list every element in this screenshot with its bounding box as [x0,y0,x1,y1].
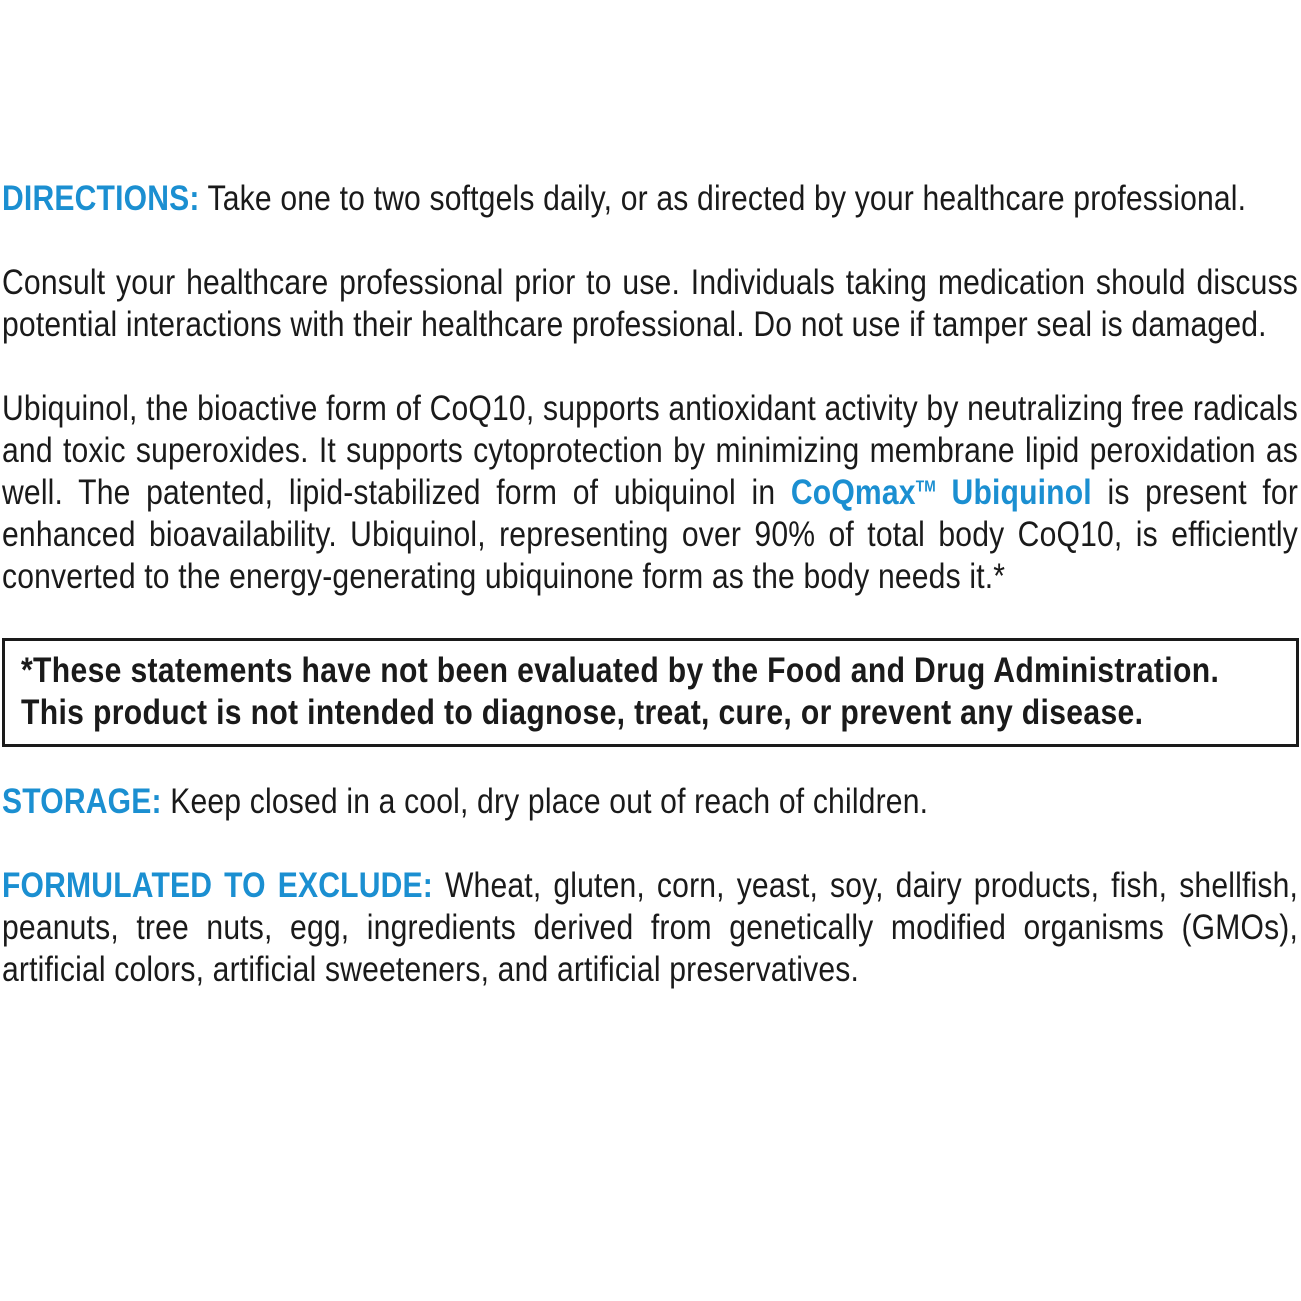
supplement-label-text [2,178,1298,991]
exclusions-heading: FORMULATED TO EXCLUDE: [2,866,433,905]
exclusions-text: Wheat, gluten, corn, yeast, soy, dairy products, fish, shellfish, peanuts, tree nuts, egg, ingredients derived from genetically modified organisms (GMOs), artificial colors, artificial sweeteners, and artificial preservatives. [2,866,1299,989]
disclaimer-line-1: *These statements have not been evaluated by the Food and Drug Administration. [21,651,1220,690]
spacer [2,220,1298,262]
directions-text: Take one to two softgels daily, or as directed by your healthcare professional. [199,179,1247,218]
storage-text: Keep closed in a cool, dry place out of reach of children. [161,782,929,821]
spacer [2,346,1298,388]
directions-paragraph [2,178,1298,220]
trademark-symbol: TM [915,478,936,496]
caution-text: Consult your healthcare professional prior to use. Individuals taking medication should discuss potential interactions with their healthcare professional. Do not use if tamper seal is damaged. [2,263,1299,344]
spacer [2,823,1298,865]
storage-heading: STORAGE: [2,782,162,821]
storage-paragraph [2,781,1298,823]
disclaimer-line-2: This product is not intended to diagnose, treat, cure, or prevent any disease. [21,693,1144,732]
description-text-before: Ubiquinol, the bioactive form of CoQ10, supports antioxidant activity by neutralizing free radicals and toxic superoxides. It supports cytoprotection by minimizing membrane lipid peroxidation as well. The patented, lipid-stabilized form of ubiquinol in [2,389,1299,512]
brand-name: CoQmax [790,473,916,512]
brand-product: Ubiquinol [935,473,1092,512]
description-text-after: is present for enhanced bioavailability. Ubiquinol, representing over 90% of total body CoQ10, is efficiently converted to the energy-generating ubiquinone form as the body needs it.* [2,473,1299,596]
description-paragraph [2,388,1298,598]
directions-heading: DIRECTIONS: [2,179,200,218]
exclusions-paragraph [2,865,1298,991]
caution-paragraph [2,262,1298,346]
fda-disclaimer-box [2,638,1299,747]
